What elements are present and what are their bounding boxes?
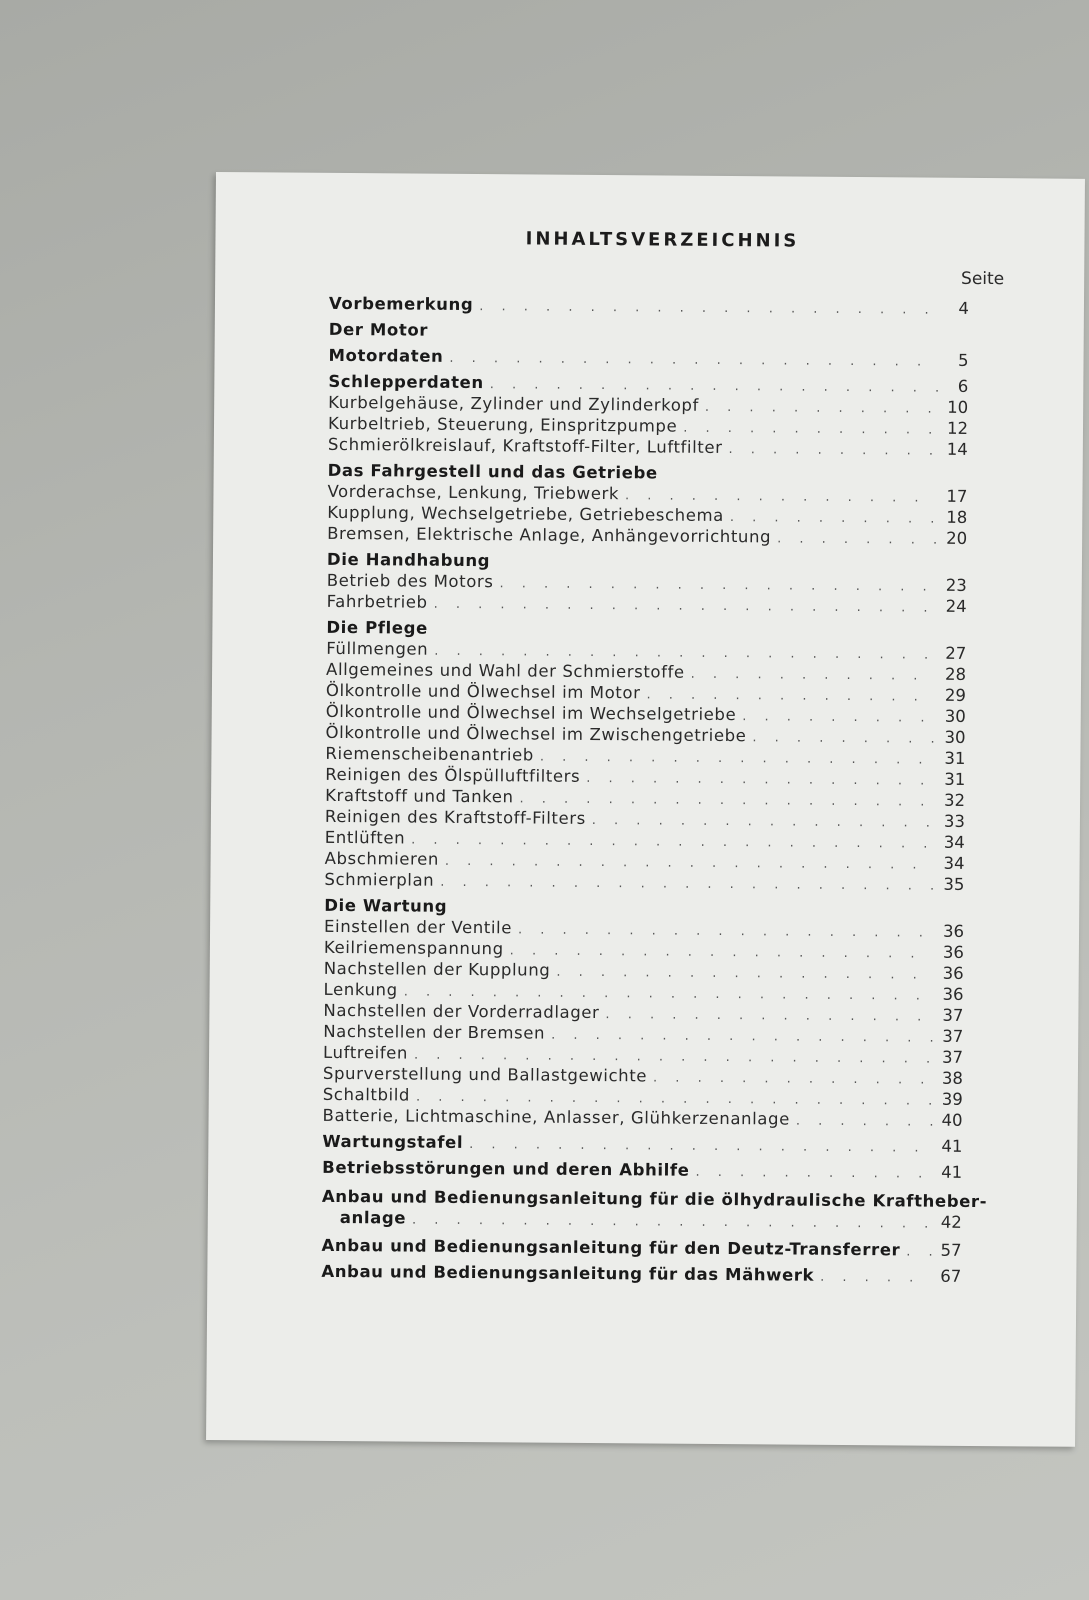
toc-page-number: 24 [945, 596, 967, 616]
dot-leader [796, 1111, 933, 1133]
toc-page-number: 35 [943, 874, 965, 894]
dot-leader [695, 1162, 932, 1185]
toc-entry-text: Reinigen des Ölspülluftfilters [325, 764, 581, 786]
toc-entry-text: Die Pflege [326, 617, 428, 638]
dot-leader [605, 1004, 933, 1028]
toc-entry-text: Bremsen, Elektrische Anlage, Anhängevorrichtung [327, 523, 772, 547]
page-column-label: Seite [960, 268, 1005, 290]
dot-leader [586, 768, 935, 792]
toc-entry-text: Vorderachse, Lenkung, Triebwerk [327, 481, 620, 504]
toc-page-number: 17 [946, 486, 968, 506]
toc-entry-text: Ölkontrolle und Ölwechsel im Zwischengetriebe [325, 722, 747, 746]
toc-entry-text: Anbau und Bedienungsanleitung für das Mähwerk [321, 1261, 815, 1285]
toc-page-number: 29 [944, 685, 966, 705]
toc-page-number: 36 [942, 963, 964, 983]
toc-entry-text: Spurverstellung und Ballastgewichte [322, 1063, 648, 1086]
page-title: INHALTSVERZEICHNIS [525, 228, 800, 252]
toc-page-number: 28 [945, 664, 967, 684]
toc-entry-text: Anbau und Bedienungsanleitung für die ölhydraulische Kraftheber- [321, 1186, 988, 1212]
toc-entry-text: Kurbelgehäuse, Zylinder und Zylinderkopf [328, 392, 700, 415]
toc-entry-text: Schlepperdaten [328, 371, 484, 393]
toc-page-number: 10 [947, 397, 969, 417]
toc-entry-text: Reinigen des Kraftstoff-Filters [324, 806, 586, 828]
toc-page-number: 39 [941, 1089, 963, 1109]
dot-leader [556, 962, 933, 986]
dot-leader [469, 1134, 932, 1159]
toc-page-number: 57 [940, 1240, 962, 1260]
dot-leader [705, 397, 938, 420]
toc-entry [321, 1235, 961, 1261]
toc-entry-text: Lenkung [323, 979, 398, 1000]
dot-leader [434, 594, 937, 619]
toc-page-number: 30 [944, 727, 966, 747]
dot-leader [728, 439, 937, 462]
dot-leader [820, 1267, 931, 1289]
toc-entry-text: Vorbemerkung [328, 293, 474, 315]
toc-entry-text: Wartungstafel [322, 1131, 464, 1152]
toc-page-number: 34 [943, 832, 965, 852]
toc-entry-text: Allgemeines und Wahl der Schmierstoffe [326, 659, 685, 682]
toc-entry-text: Die Wartung [324, 895, 448, 916]
toc-page-number: 36 [942, 984, 964, 1004]
dot-leader [691, 664, 937, 687]
toc-entry [322, 1157, 962, 1183]
toc-entry-text: Entlüften [324, 827, 406, 848]
toc-page-number: 33 [943, 811, 965, 831]
toc-page-number: 20 [946, 528, 968, 548]
toc-page-number: 42 [940, 1212, 962, 1232]
toc-entry [321, 1186, 988, 1235]
toc-page-number: 4 [958, 298, 970, 318]
toc-entry [329, 319, 969, 345]
toc-entry-text: Kupplung, Wechselgetriebe, Getriebeschema [327, 502, 724, 525]
toc-page-number: 23 [945, 575, 967, 595]
dot-leader [653, 1067, 933, 1090]
toc-page-number: 41 [941, 1162, 963, 1182]
toc-page-number: 36 [942, 921, 965, 941]
toc-entry-text: Nachstellen der Kupplung [323, 958, 551, 980]
toc-entry-text: Betrieb des Motors [326, 570, 494, 592]
toc-page-number: 36 [942, 942, 964, 962]
toc-entry [321, 1261, 961, 1287]
toc-page-number: 32 [944, 790, 966, 810]
toc-page-number: 27 [945, 643, 967, 663]
toc-entry-text: Schmierplan [324, 869, 435, 890]
dot-leader [777, 528, 937, 550]
toc-page-number: 67 [940, 1266, 962, 1286]
toc-page-number: 31 [944, 748, 966, 768]
toc-entry-text: Der Motor [328, 319, 429, 340]
toc-entry-text: Fahrbetrieb [326, 591, 428, 612]
dot-leader [592, 810, 935, 834]
toc-entry-text: Das Fahrgestell und das Getriebe [327, 460, 658, 483]
dot-leader [449, 348, 938, 373]
toc-entry-text: Nachstellen der Vorderradlager [323, 1000, 600, 1023]
toc-entry-text: Betriebsstörungen und deren Abhilfe [322, 1157, 690, 1180]
dot-leader [551, 1025, 933, 1049]
toc-page-number: 37 [941, 1047, 964, 1067]
toc-entry-text: Schmierölkreislauf, Kraftstoff-Filter, Luftfilter [327, 434, 723, 457]
toc-entry-text: Riemenscheibenantrieb [325, 743, 534, 765]
toc-entry-text: Einstellen der Ventile [324, 916, 513, 938]
toc-entry-text: Abschmieren [324, 848, 440, 869]
dot-leader [479, 296, 939, 321]
toc-page-number: 41 [941, 1136, 963, 1156]
toc-page-number: 31 [944, 769, 966, 789]
toc-entry-text: Füllmengen [326, 638, 429, 659]
dot-leader [906, 1241, 931, 1262]
document-page [206, 172, 1085, 1447]
toc-entry [329, 293, 969, 319]
toc-entry-text: Motordaten [328, 345, 444, 366]
toc-entry-text: Ölkontrolle und Ölwechsel im Wechselgetriebe [325, 701, 737, 725]
toc-page-number: 34 [943, 853, 965, 873]
toc-page-number: 18 [946, 507, 968, 527]
dot-leader [440, 872, 934, 897]
dot-leader [412, 1210, 932, 1235]
toc-entry-text-continued: anlage [339, 1208, 407, 1228]
toc-entry-text: Luftreifen [323, 1042, 409, 1063]
dot-leader [742, 706, 936, 729]
dot-leader [752, 727, 935, 749]
table-of-contents [321, 288, 988, 1287]
toc-page-number: 40 [941, 1110, 963, 1130]
toc-page-number: 37 [942, 1026, 964, 1046]
toc-page-number: 37 [942, 1005, 964, 1025]
toc-entry-text: Ölkontrolle und Ölwechsel im Motor [325, 680, 641, 703]
toc-entry [322, 1131, 962, 1157]
toc-entry-text: Keilriemenspannung [323, 937, 504, 959]
toc-entry [328, 345, 968, 371]
toc-page-number: 38 [941, 1068, 963, 1088]
toc-page-number: 30 [944, 706, 966, 726]
toc-entry-text: Nachstellen der Bremsen [323, 1021, 546, 1043]
toc-page-number: 5 [957, 350, 969, 370]
toc-entry-text: Anbau und Bedienungsanleitung für den Deutz-Transferrer [321, 1235, 901, 1260]
toc-page-number: 14 [946, 439, 968, 459]
toc-page-number: 12 [946, 418, 969, 438]
toc-page-number: 6 [957, 376, 969, 396]
toc-entry-text: Kraftstoff und Tanken [325, 785, 514, 807]
toc-entry-text: Kurbeltrieb, Steuerung, Einspritzpumpe [327, 413, 678, 436]
toc-entry-text: Schaltbild [322, 1084, 411, 1105]
toc-entry-text: Batterie, Lichtmaschine, Anlasser, Glühkerzenanlage [322, 1105, 790, 1129]
toc-entry-text: Die Handhabung [326, 549, 491, 571]
